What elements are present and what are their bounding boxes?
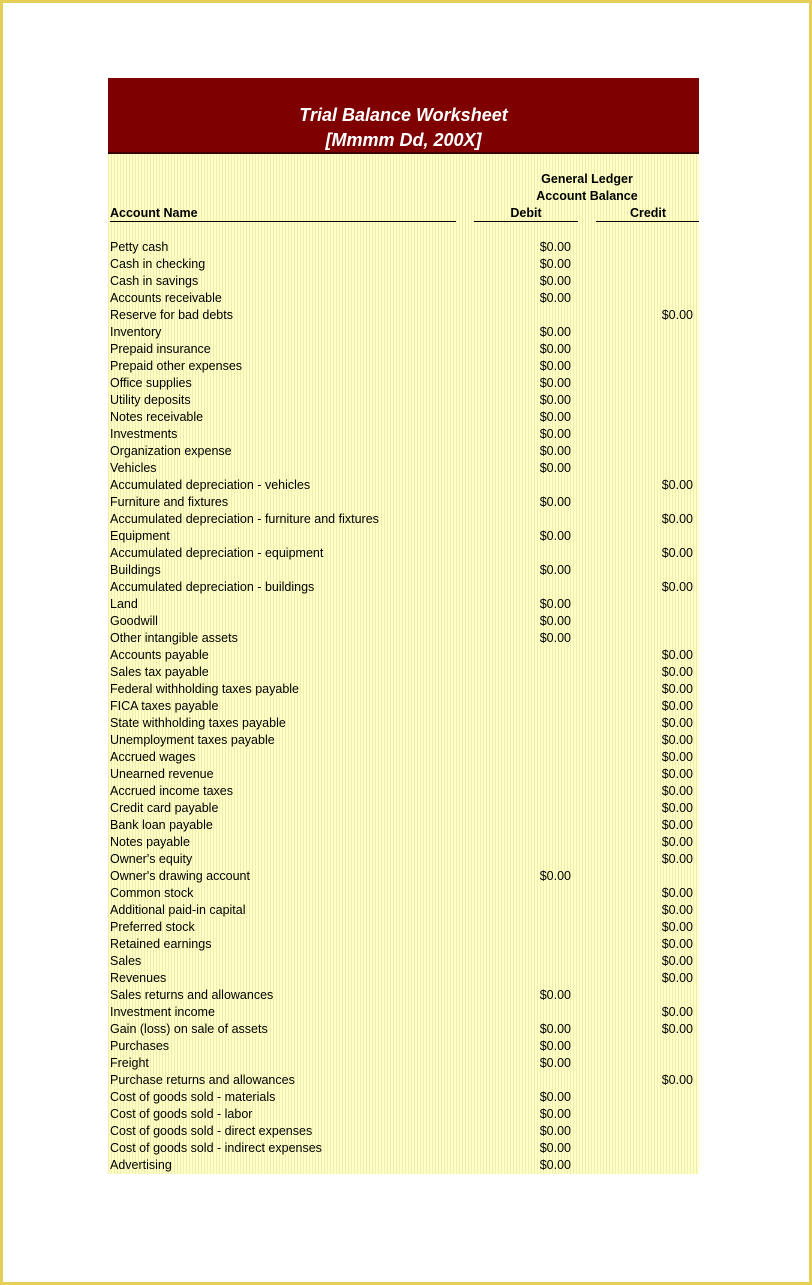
table-row xyxy=(108,545,699,562)
table-row xyxy=(108,324,699,341)
account-name-cell: Credit card payable xyxy=(110,801,219,815)
account-name-cell: Cost of goods sold - indirect expenses xyxy=(110,1141,322,1155)
credit-cell: $0.00 xyxy=(661,478,693,492)
credit-cell: $0.00 xyxy=(661,920,693,934)
table-row xyxy=(108,783,699,800)
table-row xyxy=(108,375,699,392)
debit-cell: $0.00 xyxy=(539,342,571,356)
debit-cell: $0.00 xyxy=(539,444,571,458)
credit-cell: $0.00 xyxy=(661,308,693,322)
debit-cell: $0.00 xyxy=(539,1107,571,1121)
account-name-cell: Purchases xyxy=(110,1039,170,1053)
account-name-cell: Unemployment taxes payable xyxy=(110,733,275,747)
account-name-cell: Purchase returns and allowances xyxy=(110,1073,295,1087)
table-row xyxy=(108,392,699,409)
table-row xyxy=(108,953,699,970)
table-row xyxy=(108,1106,699,1123)
table-row xyxy=(108,511,699,528)
account-name-cell: Retained earnings xyxy=(110,937,212,951)
worksheet-title: Trial Balance Worksheet xyxy=(299,105,508,125)
table-row xyxy=(108,749,699,766)
account-name-cell: Owner's drawing account xyxy=(110,869,250,883)
debit-cell: $0.00 xyxy=(539,631,571,645)
debit-cell: $0.00 xyxy=(539,495,571,509)
account-name-cell: Accrued wages xyxy=(110,750,196,764)
debit-cell: $0.00 xyxy=(539,614,571,628)
account-name-cell: Revenues xyxy=(110,971,167,985)
account-name-cell: Cost of goods sold - materials xyxy=(110,1090,276,1104)
general-ledger-heading: General Ledger xyxy=(541,172,633,186)
table-row xyxy=(108,528,699,545)
table-row xyxy=(108,1021,699,1038)
debit-cell: $0.00 xyxy=(539,240,571,254)
account-name-cell: Sales tax payable xyxy=(110,665,209,679)
table-row xyxy=(108,256,699,273)
table-row xyxy=(108,409,699,426)
debit-cell: $0.00 xyxy=(539,427,571,441)
account-name-cell: Accounts receivable xyxy=(110,291,222,305)
table-row xyxy=(108,1055,699,1072)
table-row xyxy=(108,562,699,579)
account-name-cell: Common stock xyxy=(110,886,194,900)
account-name-cell: Accrued income taxes xyxy=(110,784,233,798)
table-row xyxy=(108,987,699,1004)
table-row xyxy=(108,494,699,511)
account-name-cell: FICA taxes payable xyxy=(110,699,219,713)
account-name-cell: Sales xyxy=(110,954,142,968)
table-row xyxy=(108,885,699,902)
credit-cell: $0.00 xyxy=(661,1005,693,1019)
credit-cell: $0.00 xyxy=(661,1073,693,1087)
credit-cell: $0.00 xyxy=(661,512,693,526)
credit-cell: $0.00 xyxy=(661,750,693,764)
credit-cell: $0.00 xyxy=(661,835,693,849)
debit-cell: $0.00 xyxy=(539,393,571,407)
account-name-cell: Organization expense xyxy=(110,444,232,458)
debit-cell: $0.00 xyxy=(539,988,571,1002)
account-name-cell: Prepaid insurance xyxy=(110,342,211,356)
table-row xyxy=(108,460,699,477)
credit-cell: $0.00 xyxy=(661,580,693,594)
debit-underline xyxy=(474,221,578,222)
debit-cell: $0.00 xyxy=(539,274,571,288)
account-name-cell: Cost of goods sold - direct expenses xyxy=(110,1124,313,1138)
table-row xyxy=(108,307,699,324)
credit-cell: $0.00 xyxy=(661,886,693,900)
table-row xyxy=(108,936,699,953)
debit-cell: $0.00 xyxy=(539,257,571,271)
account-name-cell: Gain (loss) on sale of assets xyxy=(110,1022,268,1036)
debit-cell: $0.00 xyxy=(539,1124,571,1138)
debit-cell: $0.00 xyxy=(539,376,571,390)
table-row xyxy=(108,1038,699,1055)
debit-cell: $0.00 xyxy=(539,563,571,577)
table-row xyxy=(108,1072,699,1089)
table-row xyxy=(108,834,699,851)
account-name-cell: Additional paid-in capital xyxy=(110,903,246,917)
debit-cell: $0.00 xyxy=(539,1056,571,1070)
table-row xyxy=(108,766,699,783)
credit-underline xyxy=(596,221,699,222)
account-name-cell: Accumulated depreciation - vehicles xyxy=(110,478,311,492)
account-name-cell: Other intangible assets xyxy=(110,631,238,645)
table-row xyxy=(108,715,699,732)
table-row xyxy=(108,698,699,715)
table-row xyxy=(108,596,699,613)
credit-cell: $0.00 xyxy=(661,971,693,985)
account-name-cell: Advertising xyxy=(110,1158,172,1172)
table-row xyxy=(108,290,699,307)
account-name-cell: Notes payable xyxy=(110,835,190,849)
table-row xyxy=(108,477,699,494)
table-row xyxy=(108,817,699,834)
account-name-cell: Equipment xyxy=(110,529,170,543)
account-name-cell: Unearned revenue xyxy=(110,767,214,781)
debit-cell: $0.00 xyxy=(539,1158,571,1172)
account-name-cell: Accumulated depreciation - equipment xyxy=(110,546,324,560)
table-row xyxy=(108,868,699,885)
table-row xyxy=(108,647,699,664)
table-row xyxy=(108,681,699,698)
worksheet-date: [Mmmm Dd, 200X] xyxy=(325,130,482,150)
debit-cell: $0.00 xyxy=(539,1090,571,1104)
account-name-cell: Investments xyxy=(110,427,178,441)
debit-cell: $0.00 xyxy=(539,529,571,543)
watermark xyxy=(40,1233,43,1244)
credit-cell: $0.00 xyxy=(661,818,693,832)
debit-cell: $0.00 xyxy=(539,869,571,883)
credit-cell: $0.00 xyxy=(661,937,693,951)
credit-cell: $0.00 xyxy=(661,767,693,781)
account-name-cell: Freight xyxy=(110,1056,149,1070)
account-name-cell: Federal withholding taxes payable xyxy=(110,682,300,696)
table-row xyxy=(108,902,699,919)
debit-cell: $0.00 xyxy=(539,359,571,373)
debit-cell: $0.00 xyxy=(539,1039,571,1053)
table-row xyxy=(108,919,699,936)
account-name-column-header: Account Name xyxy=(110,206,198,220)
credit-cell: $0.00 xyxy=(661,682,693,696)
debit-cell: $0.00 xyxy=(539,291,571,305)
table-row xyxy=(108,239,699,256)
debit-cell: $0.00 xyxy=(539,410,571,424)
account-name-cell: Cost of goods sold - labor xyxy=(110,1107,253,1121)
table-row xyxy=(108,1004,699,1021)
credit-cell: $0.00 xyxy=(661,852,693,866)
table-row xyxy=(108,630,699,647)
account-name-cell: State withholding taxes payable xyxy=(110,716,286,730)
account-name-cell: Inventory xyxy=(110,325,162,339)
account-name-cell: Reserve for bad debts xyxy=(110,308,233,322)
account-name-cell: Petty cash xyxy=(110,240,169,254)
worksheet-header xyxy=(108,78,699,154)
account-name-cell: Owner's equity xyxy=(110,852,193,866)
account-name-cell: Sales returns and allowances xyxy=(110,988,274,1002)
credit-column-header: Credit xyxy=(629,206,667,220)
table-row xyxy=(108,613,699,630)
account-name-cell: Notes receivable xyxy=(110,410,204,424)
account-name-cell: Cash in savings xyxy=(110,274,199,288)
debit-column-header: Debit xyxy=(510,206,542,220)
credit-cell: $0.00 xyxy=(661,699,693,713)
credit-cell: $0.00 xyxy=(661,665,693,679)
account-name-underline xyxy=(110,221,456,222)
account-balance-heading: Account Balance xyxy=(536,189,638,203)
account-name-cell: Land xyxy=(110,597,138,611)
account-name-cell: Vehicles xyxy=(110,461,157,475)
worksheet-table xyxy=(108,154,699,1174)
credit-cell: $0.00 xyxy=(661,733,693,747)
debit-cell: $0.00 xyxy=(539,1022,571,1036)
debit-cell: $0.00 xyxy=(539,597,571,611)
account-name-cell: Accumulated depreciation - furniture and fixtures xyxy=(110,512,379,526)
account-name-cell: Investment income xyxy=(110,1005,215,1019)
credit-cell: $0.00 xyxy=(661,903,693,917)
table-row xyxy=(108,273,699,290)
account-name-cell: Accumulated depreciation - buildings xyxy=(110,580,315,594)
table-row xyxy=(108,1157,699,1174)
account-name-cell: Furniture and fixtures xyxy=(110,495,229,509)
credit-cell: $0.00 xyxy=(661,546,693,560)
account-name-cell: Utility deposits xyxy=(110,393,191,407)
account-name-cell: Office supplies xyxy=(110,376,192,390)
account-name-cell: Accounts payable xyxy=(110,648,209,662)
table-row xyxy=(108,970,699,987)
account-name-cell: Bank loan payable xyxy=(110,818,213,832)
table-row xyxy=(108,1123,699,1140)
account-name-cell: Prepaid other expenses xyxy=(110,359,243,373)
table-row xyxy=(108,732,699,749)
debit-cell: $0.00 xyxy=(539,461,571,475)
account-name-cell: Buildings xyxy=(110,563,161,577)
table-row xyxy=(108,851,699,868)
credit-cell: $0.00 xyxy=(661,716,693,730)
account-name-cell: Preferred stock xyxy=(110,920,195,934)
credit-cell: $0.00 xyxy=(661,648,693,662)
credit-cell: $0.00 xyxy=(661,801,693,815)
table-row xyxy=(108,664,699,681)
table-row xyxy=(108,1140,699,1157)
table-row xyxy=(108,579,699,596)
table-row xyxy=(108,426,699,443)
credit-cell: $0.00 xyxy=(661,784,693,798)
table-row xyxy=(108,341,699,358)
account-name-cell: Goodwill xyxy=(110,614,158,628)
table-row xyxy=(108,358,699,375)
table-row xyxy=(108,800,699,817)
account-name-cell: Cash in checking xyxy=(110,257,206,271)
debit-cell: $0.00 xyxy=(539,325,571,339)
credit-cell: $0.00 xyxy=(661,1022,693,1036)
debit-cell: $0.00 xyxy=(539,1141,571,1155)
credit-cell: $0.00 xyxy=(661,954,693,968)
table-row xyxy=(108,1089,699,1106)
table-row xyxy=(108,443,699,460)
